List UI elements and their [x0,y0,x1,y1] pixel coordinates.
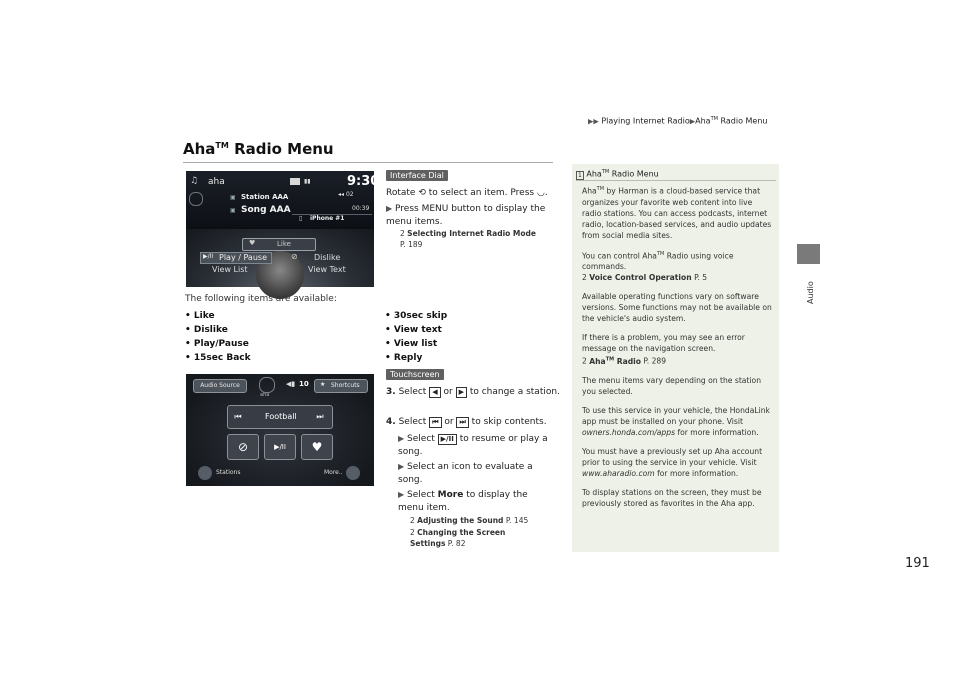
play-pause-label: Play / Pause [219,253,267,262]
bullet-list-right [385,309,447,365]
skip-back-icon: ⏮ [429,417,441,428]
step-number: 3. [386,387,396,397]
breadcrumb-section: Playing Internet Radio [601,116,690,126]
view-text-label: View Text [308,265,346,274]
track-number: ◂◂ 02 [338,191,354,198]
reference-title: Changing the Screen Settings [410,528,506,548]
note-text: Radio using voice commands. [582,251,734,272]
heading-text: Aha [586,169,602,179]
note-text: To use this service in your vehicle, the HondaLink app must be installed on your phone. Visit [582,405,770,426]
screen-app-name: aha [208,177,225,187]
note-text: You can control Aha [582,251,657,261]
shortcuts-button[interactable] [314,379,368,393]
shortcuts-label: Shortcuts [331,382,360,389]
list-item: • 30sec skip [385,309,447,323]
arrow-right-icon: ▶ [398,434,405,443]
view-list-label: View List [212,265,248,274]
reference-title: Adjusting the Sound [417,516,504,525]
list-item: • Like [185,309,251,323]
arrow-right-icon: ▶ [398,490,405,499]
note-text: by Harman is a cloud-based service that organizes your favorite web content into live radio stations. You can access podcasts, internet radio, location-based services, and audio updates from social media sites. [582,186,772,240]
note-text: Aha [582,186,597,196]
star-icon: ★ [320,381,326,388]
audio-source-button[interactable]: Audio Source [193,379,247,393]
reference-icon: 2 [400,229,405,238]
step-text: or [444,417,454,427]
more-button[interactable]: More.. [324,469,343,476]
screen-device: iPhone #1 [310,215,345,222]
dislike-label: Dislike [314,253,341,262]
station-selector [227,405,333,429]
battery-icon [290,178,300,185]
page-number: 191 [905,556,930,571]
link-text: Aha [589,356,606,366]
tm-mark: TM [656,250,665,257]
list-item: • Reply [385,351,447,365]
note-paragraph: The menu items vary depending on the station you selected. [582,375,762,396]
play-pause-icon: ▶/II [274,443,286,451]
skip-back-icon[interactable]: ⏮ [234,412,242,421]
play-pause-icon: ▶/II [438,434,457,445]
heading-text-rest: Radio Menu [609,169,659,179]
next-station-icon: ▶ [456,387,467,398]
phone-icon: ▯ [299,215,303,222]
reference-page: P. 289 [643,356,667,366]
breadcrumb-page: Aha [695,116,711,126]
reference-title: Selecting Internet Radio Mode [407,229,536,238]
title-main: Aha [183,140,216,158]
step-text: to resume or play a song. [398,434,548,457]
section-tab-label: Audio [806,281,815,304]
heart-icon: ♥ [311,440,323,454]
volume-level: 10 [299,380,309,388]
list-item: • Play/Pause [185,337,251,351]
signal-icon: ▮▮ [304,178,311,185]
step-text: to change a station. [469,387,560,397]
note-text: for more information. [677,427,759,437]
sidebar-heading [576,169,659,179]
like-button[interactable] [301,434,333,460]
ban-icon: ⊘ [237,440,249,454]
step-3 [386,386,561,399]
heart-icon: ♥ [249,239,256,247]
link-text: Radio [614,356,641,366]
reference-icon: 2 [582,356,587,366]
tm-mark: TM [710,116,718,122]
arrow-right-icon: ▶ [398,462,405,471]
press-menu-instruction [386,203,561,228]
dial-instruction: Rotate ⟲ to select an item. Press ◡. [386,188,548,198]
note-paragraph [582,446,774,479]
station-icon: ▣ [230,194,236,201]
sub-step-more [398,489,556,514]
aharadio-url[interactable]: www.aharadio.com [582,468,655,478]
available-intro: The following items are available: [185,294,337,304]
ban-icon: ⊘ [291,252,298,261]
previous-station-icon: ◀ [429,387,440,398]
arrow-right-icon: ▶▶ [588,117,599,126]
elapsed-time: 00:39 [352,205,370,212]
play-pause-button[interactable] [264,434,296,460]
press-dial-icon: ◡ [536,188,545,198]
list-item: • View text [385,323,447,337]
section-tab [797,244,820,264]
more-term: More [437,490,464,500]
aha-logo-icon [189,192,203,206]
sidebar-rule [576,180,776,181]
screen-cross-reference[interactable] [410,527,520,549]
list-item: • View list [385,337,447,351]
dial-screen-image [186,171,380,287]
interface-dial-tag: Interface Dial [386,170,448,181]
more-icon [346,466,360,480]
step-text: Select [407,490,435,500]
dislike-button[interactable] [227,434,259,460]
reference-icon: 1 [578,171,582,179]
touchscreen-tag: Touchscreen [386,369,444,380]
stations-icon [198,466,212,480]
arrow-right-icon: ▶ [386,204,393,213]
status-icons [290,178,318,185]
note-paragraph: Available operating functions vary on software versions. Some functions may not be available on the vehicle's audio system. [582,292,772,324]
step-text: to skip contents. [471,417,547,427]
page-title [183,140,334,158]
sidebar-body [582,184,774,517]
music-note-icon: ♫ [190,176,199,186]
screen-clock: 9:30 [347,174,380,189]
sub-step-evaluate [398,461,556,486]
title-rest: Radio Menu [228,140,334,158]
aha-logo-label: aha [260,392,270,398]
press-menu-text: Press MENU button to display the menu items. [386,204,546,227]
list-item: • 15sec Back [185,351,251,365]
screen-song: Song AAA [241,205,291,215]
aha-logo-icon [259,377,275,393]
list-item: • Dislike [185,323,251,337]
track-value: 02 [345,191,354,198]
note-paragraph [582,405,774,438]
station-name: Football [265,412,297,421]
bullet-list-left [185,309,251,365]
song-icon: ▣ [230,207,236,214]
reference-page: P. 145 [505,516,529,525]
breadcrumb-page-rest: Radio Menu [717,116,768,126]
note-paragraph: To display stations on the screen, they must be previously stored as favorites in the Aha app. [582,487,762,508]
note-text: You must have a previously set up Aha account prior to using the service in your vehicle. Visit [582,446,763,467]
note-paragraph [582,249,774,284]
note-paragraph [582,332,774,367]
reference-icon: 2 [582,273,587,283]
step-text: Select [398,417,427,427]
step-text: Select [407,434,435,444]
like-option [242,238,316,251]
reference-icon: 2 [410,528,415,537]
reference-page: P. 189 [400,240,423,249]
reference-page: P. 5 [694,273,708,283]
sound-cross-reference[interactable] [410,515,560,526]
note-text: If there is a problem, you may see an error message on the navigation screen. [582,333,745,354]
reference-page: P. 82 [447,539,466,548]
tm-mark: TM [605,356,615,363]
rotate-text: Rotate [386,188,416,198]
step-4 [386,416,561,429]
rotate-text-2: to select an item. Press [428,188,535,198]
like-label: Like [277,240,291,248]
rotate-dial-icon: ⟲ [418,188,426,198]
step-text: Select an icon to evaluate a song. [398,462,533,485]
note-paragraph [582,184,774,241]
sub-step-resume [398,433,556,458]
note-text: for more information. [657,468,739,478]
skip-forward-icon[interactable]: ⏭ [316,412,324,421]
arrow-right-icon: ▶ [689,117,696,126]
title-rule [183,162,553,163]
skip-forward-icon: ⏭ [456,417,468,428]
play-pause-option [200,252,272,264]
screen-station: Station AAA [241,193,289,201]
step-text: or [443,387,453,397]
reference-icon: 2 [410,516,415,525]
step-text: Select [398,387,427,397]
touchscreen-image [186,374,374,486]
aha-radio-link[interactable] [589,357,641,366]
voice-control-link[interactable]: Voice Control Operation [589,273,692,283]
volume-icon: ◀▮ [286,380,296,388]
dial-cross-reference[interactable] [400,228,560,250]
honda-apps-url[interactable]: owners.honda.com/apps [582,427,676,437]
stations-button[interactable]: Stations [216,469,241,476]
play-pause-icon: ▶/II [203,253,214,260]
step-text: to display the menu item. [398,490,528,513]
breadcrumb [588,116,767,126]
tm-mark: TM [601,169,610,175]
tm-mark: TM [596,186,605,192]
step-number: 4. [386,417,396,427]
tm-mark: TM [215,141,229,150]
